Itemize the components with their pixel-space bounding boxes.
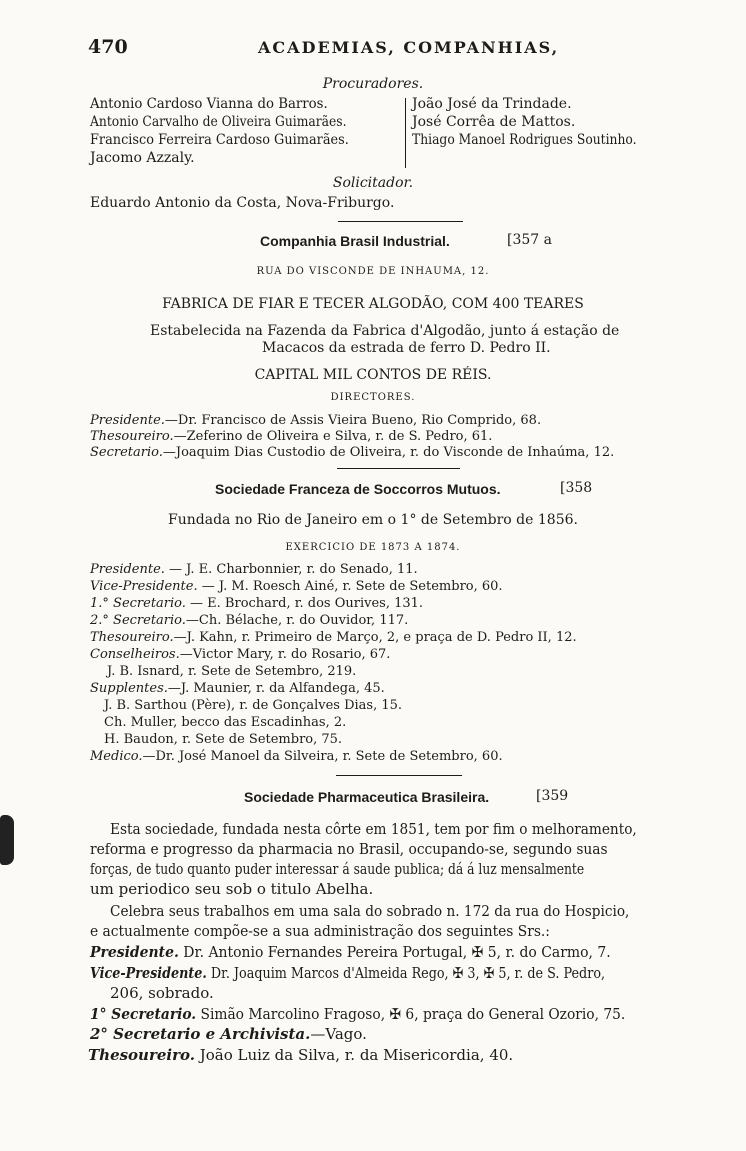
solicitador-heading: Solicitador. <box>332 175 414 191</box>
procurador-left-4: Jacomo Azzaly. <box>90 150 195 166</box>
role-text: J. B. Isnard, r. Sete de Setembro, 219. <box>107 664 357 679</box>
brasil-industrial-number: [357 a <box>507 232 552 248</box>
brasil-industrial-capital: CAPITAL MIL CONTOS DE RÉIS. <box>254 367 492 383</box>
brasil-industrial-row <box>90 445 614 460</box>
franceza-number: [358 <box>560 480 593 496</box>
franceza-row <box>90 647 390 662</box>
pharmaceutica-row <box>90 1005 625 1023</box>
franceza-row <box>90 681 385 696</box>
brasil-industrial-address: RUA DO VISCONDE DE INHAUMA, 12. <box>256 266 490 277</box>
role-text: —Joaquim Dias Custodio de Oliveira, r. do Visconde de Inhaúma, 12. <box>162 445 615 460</box>
role-label: Conselheiros. <box>90 647 180 662</box>
franceza-row <box>90 562 418 577</box>
role-text: —Vago. <box>310 1025 367 1043</box>
role-text: — J. M. Roesch Ainé, r. Sete de Setembro, 60. <box>197 579 503 594</box>
role-label: Presidente. <box>90 413 165 428</box>
franceza-row <box>90 579 503 594</box>
pharmaceutica-para-line: Celebra seus trabalhos em uma sala do sobrado n. 172 da rua do Hospicio, <box>110 902 630 920</box>
role-label: Thesoureiro. <box>90 429 174 444</box>
pharmaceutica-row <box>88 1046 513 1064</box>
role-text: J. B. Sarthou (Père), r. de Gonçalves Dias, 15. <box>104 698 403 713</box>
role-text: Dr. Antonio Fernandes Pereira Portugal, ✠ 5, r. do Carmo, 7. <box>178 943 611 961</box>
brasil-industrial-row <box>90 413 541 428</box>
procurador-right-2: José Corrêa de Mattos. <box>412 114 576 130</box>
pharmaceutica-row <box>90 1025 367 1043</box>
franceza-row <box>104 732 342 747</box>
role-text: —Dr. Francisco de Assis Vieira Bueno, Rio Comprido, 68. <box>164 413 542 428</box>
franceza-row <box>90 596 423 611</box>
procurador-left-2: Antonio Carvalho de Oliveira Guimarães. <box>90 114 347 130</box>
ink-blot-mark <box>0 815 14 865</box>
role-text: — J. E. Charbonnier, r. do Senado, 11. <box>164 562 418 577</box>
franceza-row <box>104 715 346 730</box>
franceza-row <box>90 630 577 645</box>
role-label: 1.° Secretario. <box>90 596 186 611</box>
role-label: Presidente. <box>90 943 179 961</box>
role-text: —Ch. Bélache, r. do Ouvidor, 117. <box>185 613 409 628</box>
page-number: 470 <box>88 36 128 58</box>
section-rule <box>337 468 460 469</box>
role-text: —J. Maunier, r. da Alfandega, 45. <box>167 681 385 696</box>
role-label: Secretario. <box>90 445 163 460</box>
role-text: —Dr. José Manoel da Silveira, r. Sete de Setembro, 60. <box>142 749 503 764</box>
role-label: Medico. <box>90 749 143 764</box>
brasil-industrial-desc-1: Estabelecida na Fazenda da Fabrica d'Algodão, junto á estação de <box>150 323 620 339</box>
role-label: Thesoureiro. <box>88 1046 195 1064</box>
role-text: —Zeferino de Oliveira e Silva, r. de S. Pedro, 61. <box>173 429 493 444</box>
pharmaceutica-number: [359 <box>536 788 569 804</box>
role-text: — E. Brochard, r. dos Ourives, 131. <box>185 596 424 611</box>
role-text: H. Baudon, r. Sete de Setembro, 75. <box>104 732 343 747</box>
brasil-industrial-desc-2: Macacos da estrada de ferro D. Pedro II. <box>262 340 551 356</box>
role-label: Thesoureiro. <box>90 630 174 645</box>
running-title: ACADEMIAS, COMPANHIAS, <box>258 38 560 57</box>
brasil-industrial-title: Companhia Brasil Industrial. <box>260 233 450 249</box>
role-text: João Luiz da Silva, r. da Misericordia, 40. <box>194 1046 514 1064</box>
role-label: 1° Secretario. <box>90 1005 197 1023</box>
procurador-left-3: Francisco Ferreira Cardoso Guimarães. <box>90 132 349 148</box>
role-label: Vice-Presidente. <box>90 964 207 982</box>
pharmaceutica-para-line: forças, de tudo quanto puder interessar á saude publica; dá á luz mensalmente <box>90 860 585 878</box>
role-text: Dr. Joaquim Marcos d'Almeida Rego, ✠ 3, ✠ 5, r. de S. Pedro, <box>206 964 606 982</box>
franceza-title: Sociedade Franceza de Soccorros Mutuos. <box>215 481 501 497</box>
role-label: 2° Secretario e Archivista. <box>90 1025 311 1043</box>
brasil-industrial-fabrica: FABRICA DE FIAR E TECER ALGODÃO, COM 400 TEARES <box>162 296 584 312</box>
procurador-left-1: Antonio Cardoso Vianna do Barros. <box>90 96 328 112</box>
role-text: —Victor Mary, r. do Rosario, 67. <box>179 647 391 662</box>
role-label: Presidente. <box>90 562 165 577</box>
role-label: 2.° Secretario. <box>90 613 186 628</box>
role-text: Simão Marcolino Fragoso, ✠ 6, praça do General Ozorio, 75. <box>196 1005 626 1023</box>
column-divider <box>405 98 406 168</box>
franceza-row <box>107 664 356 679</box>
pharmaceutica-para-line: Esta sociedade, fundada nesta côrte em 1851, tem por fim o melhoramento, <box>110 820 637 838</box>
franceza-row <box>90 749 503 764</box>
procuradores-heading: Procuradores. <box>322 76 424 92</box>
role-text: —J. Kahn, r. Primeiro de Março, 2, e praça de D. Pedro II, 12. <box>173 630 577 645</box>
section-rule <box>336 775 462 776</box>
section-rule <box>338 221 463 222</box>
solicitador-name: Eduardo Antonio da Costa, Nova-Friburgo. <box>90 195 395 211</box>
procurador-right-3: Thiago Manoel Rodrigues Soutinho. <box>412 132 637 148</box>
procurador-right-1: João José da Trindade. <box>412 96 572 112</box>
role-text: 206, sobrado. <box>110 984 214 1002</box>
pharmaceutica-row <box>90 964 605 982</box>
brasil-industrial-row <box>90 429 492 444</box>
pharmaceutica-para-line: um periodico seu sob o titulo Abelha. <box>90 880 374 898</box>
pharmaceutica-para-line: reforma e progresso da pharmacia no Brasil, occupando-se, segundo suas <box>90 840 608 858</box>
franceza-fundada: Fundada no Rio de Janeiro em o 1° de Setembro de 1856. <box>168 512 578 528</box>
pharmaceutica-title: Sociedade Pharmaceutica Brasileira. <box>244 789 490 805</box>
role-label: Vice-Presidente. <box>90 579 198 594</box>
franceza-row <box>104 698 402 713</box>
role-label: Supplentes. <box>90 681 168 696</box>
pharmaceutica-row <box>90 943 611 961</box>
franceza-exercicio: EXERCICIO DE 1873 A 1874. <box>285 542 461 553</box>
brasil-industrial-directores: DIRECTORES. <box>330 392 416 403</box>
role-text: Ch. Muller, becco das Escadinhas, 2. <box>104 715 347 730</box>
franceza-row <box>90 613 408 628</box>
pharmaceutica-para-line: e actualmente compõe-se a sua administração dos seguintes Srs.: <box>90 922 550 940</box>
pharmaceutica-row <box>110 984 214 1002</box>
